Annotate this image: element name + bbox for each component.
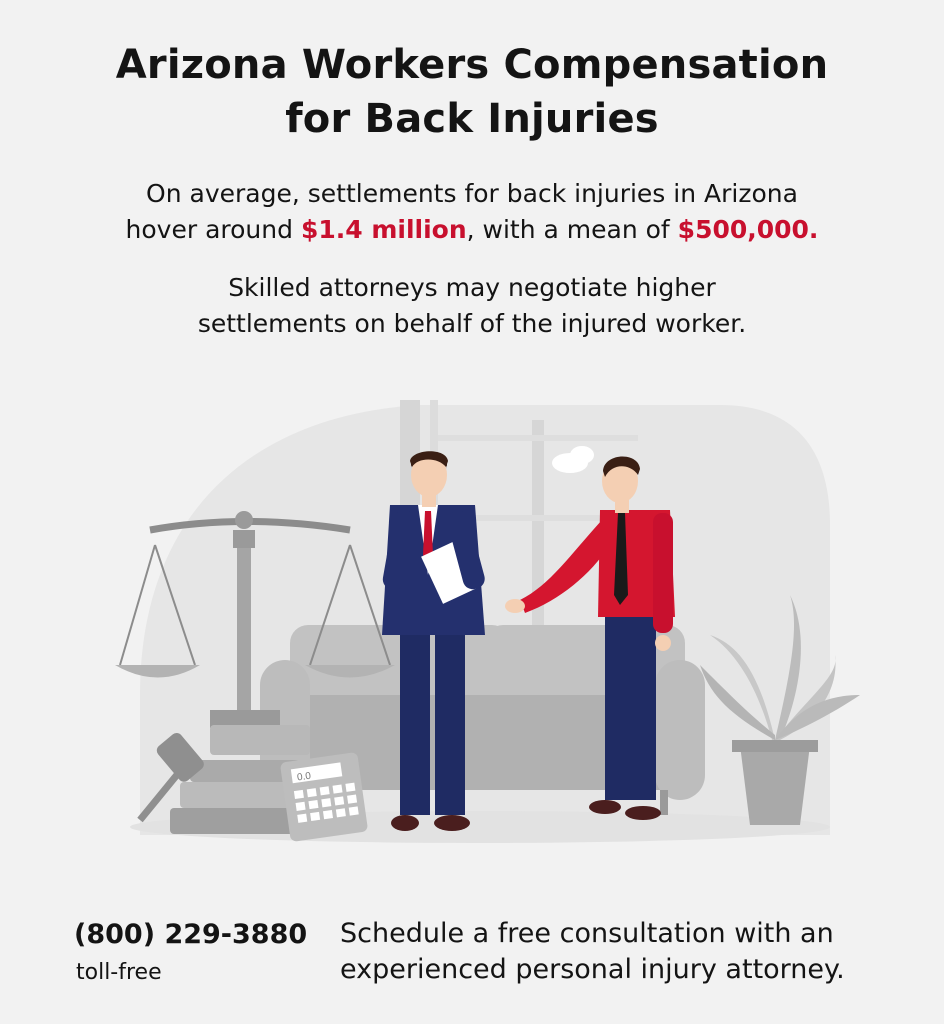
cta-line-2: experienced personal injury attorney.: [340, 954, 845, 985]
attorney-note-line-1: Skilled attorneys may negotiate higher: [228, 273, 716, 302]
average-amount: $1.4 million: [300, 215, 467, 244]
title-line-2: for Back Injuries: [285, 96, 659, 142]
summary-line-1: On average, settlements for back injuries in Arizona: [146, 179, 798, 208]
toll-free-label: toll-free: [76, 960, 162, 985]
settlement-summary: [0, 176, 944, 248]
summary-line-2: [0, 212, 944, 248]
attorney-note: [0, 270, 944, 342]
calculator-display: 0.0: [296, 770, 312, 784]
cta-line-1: Schedule a free consultation with an: [340, 918, 834, 949]
mean-amount: $500,000.: [677, 215, 819, 244]
summary-prefix: hover around: [125, 215, 301, 244]
summary-middle: , with a mean of: [466, 215, 678, 244]
attorney-note-line-2: settlements on behalf of the injured worker.: [197, 309, 747, 338]
title-line-1: Arizona Workers Compensation: [115, 42, 829, 88]
page-title: [0, 38, 944, 146]
calculator-icon: [280, 752, 368, 842]
consultation-illustration: [100, 395, 860, 865]
phone-number[interactable]: (800) 229-3880: [74, 919, 308, 950]
consultation-cta: [340, 916, 920, 988]
